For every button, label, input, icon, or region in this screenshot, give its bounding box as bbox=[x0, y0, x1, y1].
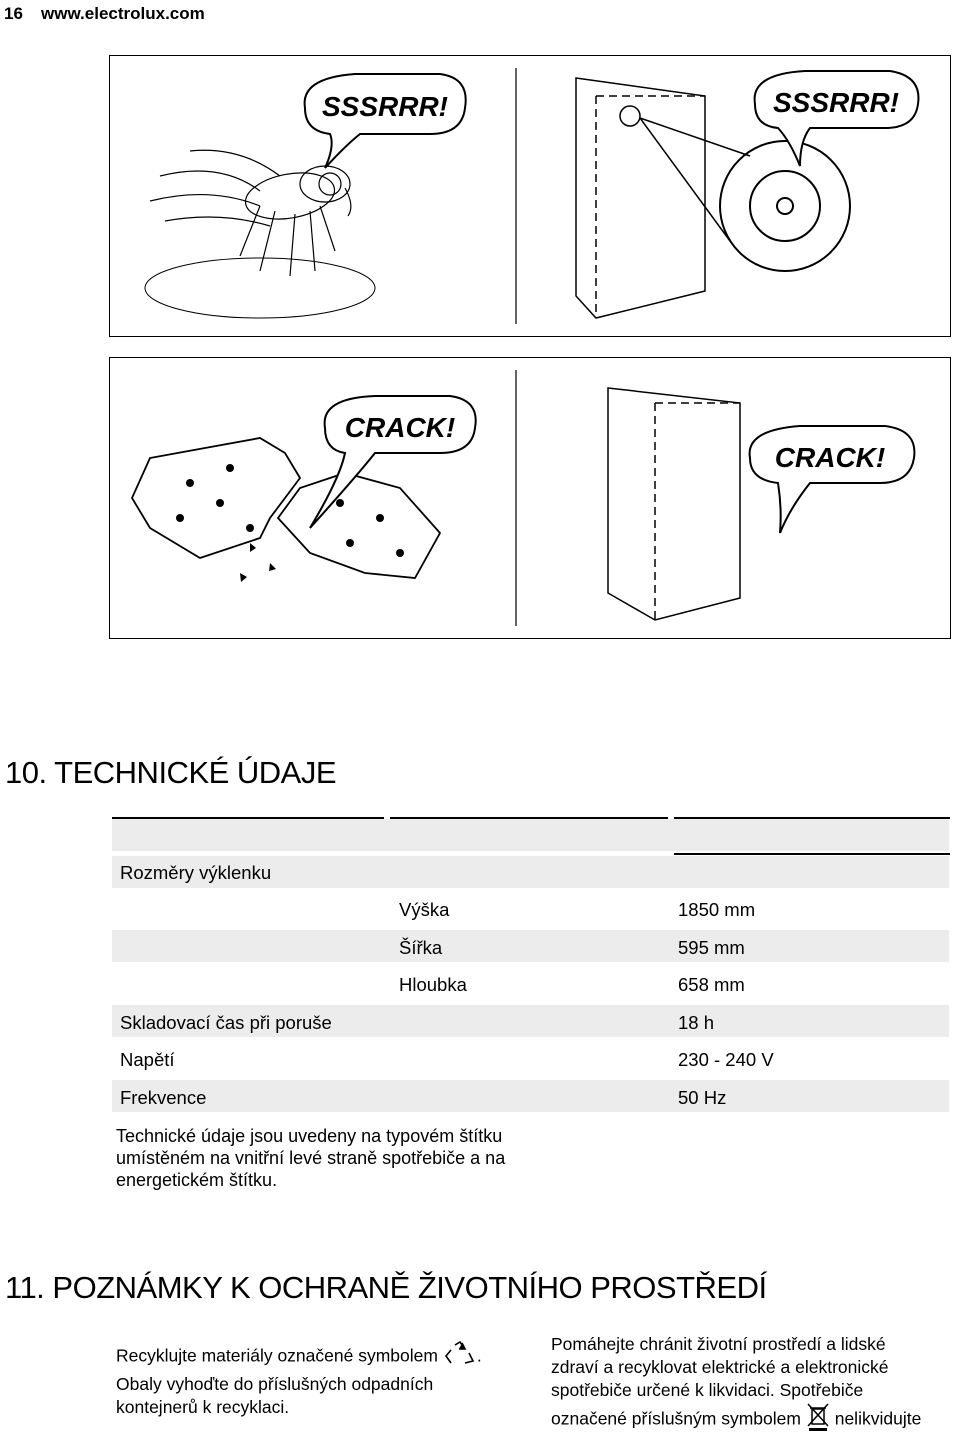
recycle-text: Recyklujte materiály označené symbolem bbox=[116, 1345, 438, 1366]
depth-label: Hloubka bbox=[399, 974, 467, 995]
height-label: Výška bbox=[399, 899, 450, 920]
page-number: 16 bbox=[4, 4, 23, 23]
niche-label: Rozměry výklenku bbox=[120, 862, 272, 883]
weee-paragraph bbox=[551, 1333, 931, 1438]
fridge-icon bbox=[576, 78, 705, 318]
fly-icon bbox=[150, 150, 351, 276]
crack-illustration bbox=[110, 358, 952, 640]
recycle-icon bbox=[443, 1341, 477, 1373]
sound-label-fan: SSSRRR! bbox=[772, 87, 900, 118]
weee-text-end: nelikvidujte bbox=[834, 1408, 922, 1429]
recycle-text-end: . bbox=[476, 1345, 482, 1366]
cracker-icon bbox=[132, 438, 440, 578]
table-row-width bbox=[112, 930, 949, 962]
fridge-icon-2 bbox=[608, 388, 740, 620]
fan-icon bbox=[640, 118, 850, 271]
section-10-number: 10. bbox=[5, 755, 47, 790]
frequency-label: Frekvence bbox=[120, 1087, 207, 1108]
height-value: 1850 mm bbox=[678, 899, 756, 920]
voltage-value: 230 - 240 V bbox=[678, 1049, 774, 1070]
sound-label-fridge: CRACK! bbox=[774, 442, 886, 473]
section-10-title bbox=[5, 755, 336, 791]
weee-text: Pomáhejte chránit životní prostředí a lidské zdraví a recyklovat elektrické a elektronické spotřebiče určené k likvidaci. Spotřebiče označené příslušným symbolem bbox=[551, 1334, 889, 1429]
website-url: www.electrolux.com bbox=[41, 4, 205, 23]
crossed-bin-icon bbox=[806, 1402, 830, 1438]
voltage-label: Napětí bbox=[120, 1049, 175, 1070]
section-10-heading: TECHNICKÉ ÚDAJE bbox=[54, 755, 337, 790]
recycle-paragraph bbox=[116, 1341, 516, 1373]
frequency-value: 50 Hz bbox=[678, 1087, 727, 1108]
table-rule-2 bbox=[674, 853, 950, 855]
sound-label-fly: SSSRRR! bbox=[321, 91, 449, 122]
section-11-title bbox=[5, 1270, 767, 1306]
section-11-number: 11. bbox=[5, 1270, 45, 1305]
table-row-frequency bbox=[112, 1080, 949, 1112]
technical-note: Technické údaje jsou uvedeny na typovém štítku umístěném na vnitřní levé straně spotřebiče a na energetickém štítku. bbox=[116, 1126, 506, 1190]
illustration-panel-crack bbox=[109, 357, 951, 639]
packaging-paragraph: Obaly vyhoďte do příslušných odpadních kontejnerů k recyklaci. bbox=[116, 1374, 434, 1417]
table-header-band bbox=[112, 819, 949, 851]
noise-illustration bbox=[110, 56, 952, 338]
storage-value: 18 h bbox=[678, 1012, 715, 1033]
depth-value: 658 mm bbox=[678, 974, 745, 995]
section-11-heading: POZNÁMKY K OCHRANĚ ŽIVOTNÍHO PROSTŘEDÍ bbox=[52, 1270, 767, 1305]
illustration-panel-noise bbox=[109, 55, 951, 337]
storage-label: Skladovací čas při poruše bbox=[120, 1012, 332, 1033]
width-label: Šířka bbox=[399, 937, 443, 958]
width-value: 595 mm bbox=[678, 937, 745, 958]
sound-label-cracker: CRACK! bbox=[344, 412, 456, 443]
